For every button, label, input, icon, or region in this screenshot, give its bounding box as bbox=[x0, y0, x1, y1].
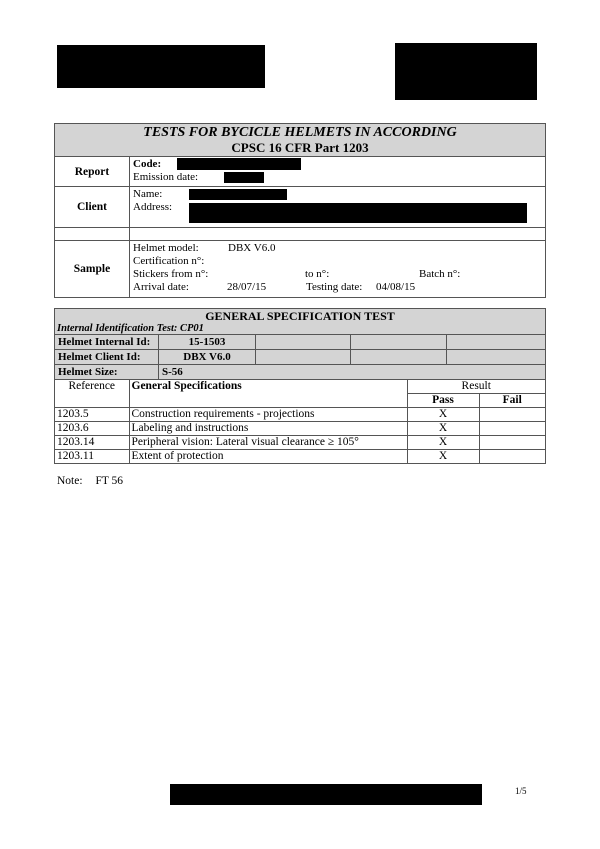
redacted-client-name bbox=[189, 189, 287, 200]
col-reference: Reference bbox=[55, 380, 129, 408]
internal-identification-test: Internal Identification Test: CP01 bbox=[55, 323, 545, 335]
redacted-code bbox=[177, 158, 301, 170]
row-pass: X bbox=[407, 450, 479, 464]
table-row bbox=[55, 450, 545, 464]
row-reference: 1203.5 bbox=[55, 408, 129, 422]
col-result: Result bbox=[407, 380, 545, 394]
client-id-empty-2 bbox=[351, 350, 447, 364]
sample-label: Sample bbox=[55, 241, 130, 297]
row-specification: Construction requirements - projections bbox=[129, 408, 407, 422]
col-pass: Pass bbox=[407, 394, 479, 408]
emission-date-label: Emission date: bbox=[133, 171, 199, 183]
size-label: Helmet Size: bbox=[55, 365, 159, 379]
spacer-row bbox=[55, 228, 545, 241]
redacted-header-left bbox=[57, 45, 265, 88]
internal-id-empty-3 bbox=[447, 335, 545, 349]
code-label: Code: bbox=[133, 158, 162, 170]
title-line-2: CPSC 16 CFR Part 1203 bbox=[231, 140, 369, 155]
row-reference: 1203.11 bbox=[55, 450, 129, 464]
redacted-client-address bbox=[189, 203, 527, 223]
note-value: FT 56 bbox=[95, 475, 124, 487]
table-row bbox=[55, 422, 545, 436]
redacted-footer bbox=[170, 784, 482, 805]
client-row bbox=[55, 187, 545, 228]
arrival-date-value: 28/07/15 bbox=[227, 281, 267, 293]
table-row bbox=[55, 436, 545, 450]
spacer-cell-left bbox=[55, 228, 130, 240]
report-row bbox=[55, 157, 545, 187]
note bbox=[57, 475, 123, 487]
certification-label: Certification n°: bbox=[133, 255, 205, 267]
sample-values bbox=[130, 241, 545, 297]
note-label: Note: bbox=[57, 475, 83, 487]
client-address-label: Address: bbox=[133, 201, 173, 213]
helmet-model-label: Helmet model: bbox=[133, 242, 199, 254]
results-table bbox=[55, 380, 545, 463]
helmet-size-row bbox=[55, 365, 545, 380]
general-specification-table bbox=[54, 308, 546, 464]
col-fail: Fail bbox=[479, 394, 545, 408]
col-general-specifications: General Specifications bbox=[129, 380, 407, 408]
client-label: Client bbox=[55, 187, 130, 227]
page-number: 1/5 bbox=[515, 786, 527, 796]
sample-row bbox=[55, 241, 545, 297]
row-pass: X bbox=[407, 408, 479, 422]
client-name-label: Name: bbox=[133, 188, 163, 200]
redacted-header-right bbox=[395, 43, 537, 100]
results-header-row-1 bbox=[55, 380, 545, 394]
row-reference: 1203.14 bbox=[55, 436, 129, 450]
title-line-1: TESTS FOR BYCICLE HELMETS IN ACCORDING bbox=[143, 125, 457, 140]
internal-id-label: Helmet Internal Id: bbox=[55, 335, 159, 349]
internal-id-empty-1 bbox=[256, 335, 351, 349]
spacer-cell-right bbox=[130, 228, 545, 240]
internal-id-empty-2 bbox=[351, 335, 447, 349]
helmet-model-value: DBX V6.0 bbox=[228, 242, 276, 254]
report-label: Report bbox=[55, 157, 130, 186]
arrival-date-label: Arrival date: bbox=[133, 281, 189, 293]
row-specification: Extent of protection bbox=[129, 450, 407, 464]
size-value: S-56 bbox=[162, 366, 183, 378]
row-fail bbox=[479, 408, 545, 422]
helmet-client-id-row bbox=[55, 350, 545, 365]
internal-id-value: 15-1503 bbox=[159, 335, 256, 349]
client-id-empty-1 bbox=[256, 350, 351, 364]
testing-date-label: Testing date: bbox=[306, 281, 363, 293]
row-specification: Peripheral vision: Lateral visual clearance ≥ 105° bbox=[129, 436, 407, 450]
helmet-internal-id-row bbox=[55, 335, 545, 350]
row-pass: X bbox=[407, 422, 479, 436]
client-id-label: Helmet Client Id: bbox=[55, 350, 159, 364]
testing-date-value: 04/08/15 bbox=[376, 281, 416, 293]
row-specification: Labeling and instructions bbox=[129, 422, 407, 436]
document-title bbox=[55, 124, 545, 157]
report-values bbox=[130, 157, 545, 186]
report-header-table bbox=[54, 123, 546, 298]
spec-title: GENERAL SPECIFICATION TEST bbox=[55, 309, 545, 323]
table-row bbox=[55, 408, 545, 422]
client-id-empty-3 bbox=[447, 350, 545, 364]
stickers-to-label: to n°: bbox=[305, 268, 330, 280]
row-pass: X bbox=[407, 436, 479, 450]
client-values bbox=[130, 187, 545, 227]
batch-label: Batch n°: bbox=[419, 268, 461, 280]
row-fail bbox=[479, 450, 545, 464]
row-reference: 1203.6 bbox=[55, 422, 129, 436]
row-fail bbox=[479, 422, 545, 436]
client-id-value: DBX V6.0 bbox=[159, 350, 256, 364]
stickers-from-label: Stickers from n°: bbox=[133, 268, 209, 280]
redacted-emission-date bbox=[224, 172, 264, 183]
row-fail bbox=[479, 436, 545, 450]
